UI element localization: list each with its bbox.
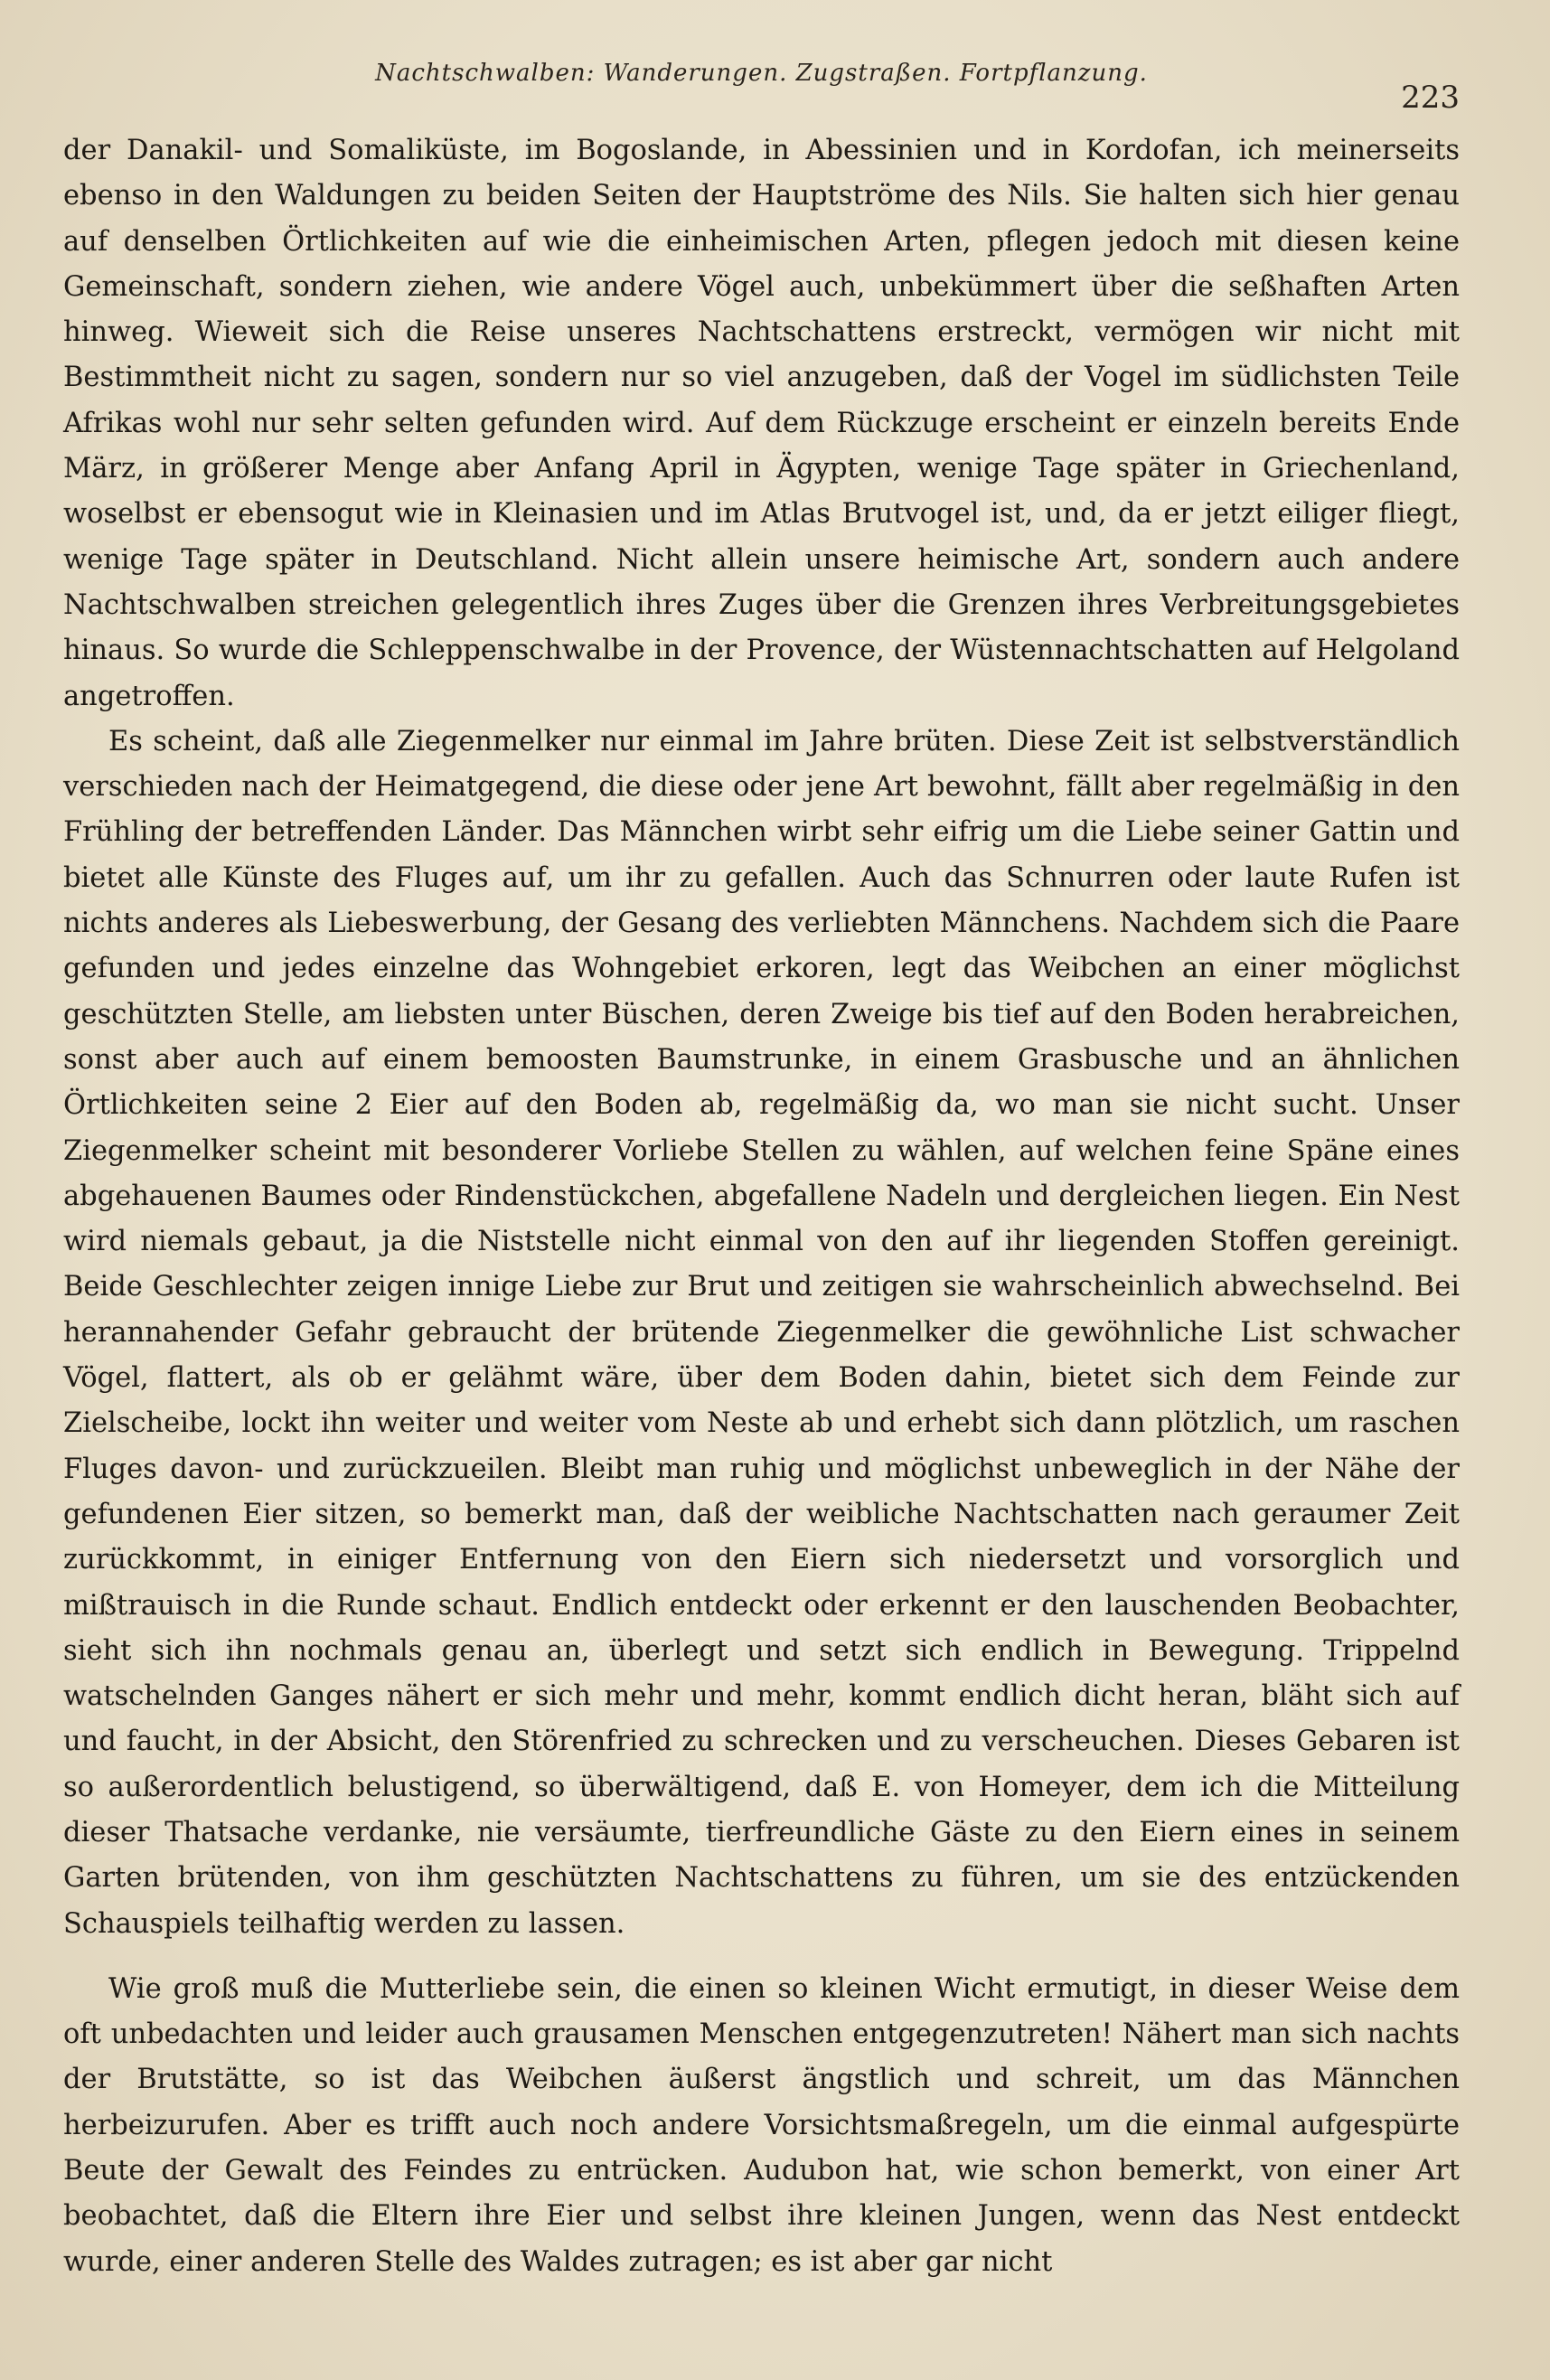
- paragraph-3: Wie groß muß die Mutterliebe sein, die einen so kleinen Wicht ermutigt, in dieser Weise dem oft unbedachten und leider auch grausamen Menschen entgegenzutreten! Nähert man sich nachts der Brutstätte, so ist das Weibchen äußerst ängstlich und schreit, um das Männchen herbeizurufen. Aber es trifft auch noch andere Vorsichtsmaßregeln, um die einmal aufgespürte Beute der Gewalt des Feindes zu entrücken. Audubon hat, wie schon bemerkt, von einer Art beobachtet, daß die Eltern ihre Eier und selbst ihre kleinen Jungen, wenn das Nest entdeckt wurde, einer anderen Stelle des Waldes zutragen; es ist aber gar nicht: [63, 1972, 1460, 2278]
- page-number: 223: [1401, 80, 1460, 116]
- paragraph-1: der Danakil- und Somaliküste, im Bogoslande, in Abessinien und in Kordofan, ich meinerseits ebenso in den Waldungen zu beiden Seiten der Hauptströme des Nils. Sie halten sich hier genau auf denselben Örtlichkeiten auf wie die einheimischen Arten, pflegen jedoch mit diesen keine Gemeinschaft, sondern ziehen, wie andere Vögel auch, unbekümmert über die seßhaften Arten hinweg. Wieweit sich die Reise unseres Nachtschattens erstreckt, vermögen wir nicht mit Bestimmtheit nicht zu sagen, sondern nur so viel anzugeben, daß der Vogel im südlichsten Teile Afrikas wohl nur sehr selten gefunden wird. Auf dem Rückzuge erscheint er einzeln bereits Ende März, in größerer Menge aber Anfang April in Ägypten, wenige Tage später in Griechenland, woselbst er ebensogut wie in Kleinasien und im Atlas Brutvogel ist, und, da er jetzt eiliger fliegt, wenige Tage später in Deutschland. Nicht allein unsere heimische Art, sondern auch andere Nachtschwalben streichen gelegentlich ihres Zuges über die Grenzen ihres Verbreitungsgebietes hinaus. So wurde die Schleppenschwalbe in der Provence, der Wüstennachtschatten auf Helgoland angetroffen.: [63, 135, 1460, 712]
- paragraph-2: Es scheint, daß alle Ziegenmelker nur einmal im Jahre brüten. Diese Zeit ist selbstverständlich verschieden nach der Heimatgegend, die diese oder jene Art bewohnt, fällt aber regelmäßig in den Frühling der betreffenden Länder. Das Männchen wirbt sehr eifrig um die Liebe seiner Gattin und bietet alle Künste des Fluges auf, um ihr zu gefallen. Auch das Schnurren oder laute Rufen ist nichts anderes als Liebeswerbung, der Gesang des verliebten Männchens. Nachdem sich die Paare gefunden und jedes einzelne das Wohngebiet erkoren, legt das Weibchen an einer möglichst geschützten Stelle, am liebsten unter Büschen, deren Zweige bis tief auf den Boden herabreichen, sonst aber auch auf einem bemoosten Baumstrunke, in einem Grasbusche und an ähnlichen Örtlichkeiten seine 2 Eier auf den Boden ab, regelmäßig da, wo man sie nicht sucht. Unser Ziegenmelker scheint mit besonderer Vorliebe Stellen zu wählen, auf welchen feine Späne eines abgehauenen Baumes oder Rindenstückchen, abgefallene Nadeln und dergleichen liegen. Ein Nest wird niemals gebaut, ja die Niststelle nicht einmal von den auf ihr liegenden Stoffen gereinigt. Beide Geschlechter zeigen innige Liebe zur Brut und zeitigen sie wahrscheinlich abwechselnd. Bei herannahender Gefahr gebraucht der brütende Ziegenmelker die gewöhnliche List schwacher Vögel, flattert, als ob er gelähmt wäre, über dem Boden dahin, bietet sich dem Feinde zur Zielscheibe, lockt ihn weiter und weiter vom Neste ab und erhebt sich dann plötzlich, um raschen Fluges davon- und zurückzueilen. Bleibt man ruhig und möglichst unbeweglich in der Nähe der gefundenen Eier sitzen, so bemerkt man, daß der weibliche Nachtschatten nach geraumer Zeit zurückkommt, in einiger Entfernung von den Eiern sich niedersetzt und vorsorglich und mißtrauisch in die Runde schaut. Endlich entdeckt oder erkennt er den lauschenden Beobachter, sieht sich ihn nochmals genau an, überlegt und setzt sich endlich in Bewegung. Trippelnd watschelnden Ganges nähert er sich mehr und mehr, kommt endlich dicht heran, bläht sich auf und faucht, in der Absicht, den Störenfried zu schrecken und zu verscheuchen. Dieses Gebaren ist so außerordentlich belustigend, so überwältigend, daß E. von Homeyer, dem ich die Mitteilung dieser Thatsache verdanke, nie versäumte, tierfreundliche Gäste zu den Eiern eines in seinem Garten brütenden, von ihm geschützten Nachtschattens zu führen, um sie des entzückenden Schauspiels teilhaftig werden zu lassen.: [63, 725, 1460, 1940]
- running-head: Nachtschwalben: Wanderungen. Zugstraßen. Fortpflanzung.: [375, 60, 1148, 87]
- body-text: [63, 128, 1460, 2285]
- page-header: [63, 52, 1460, 116]
